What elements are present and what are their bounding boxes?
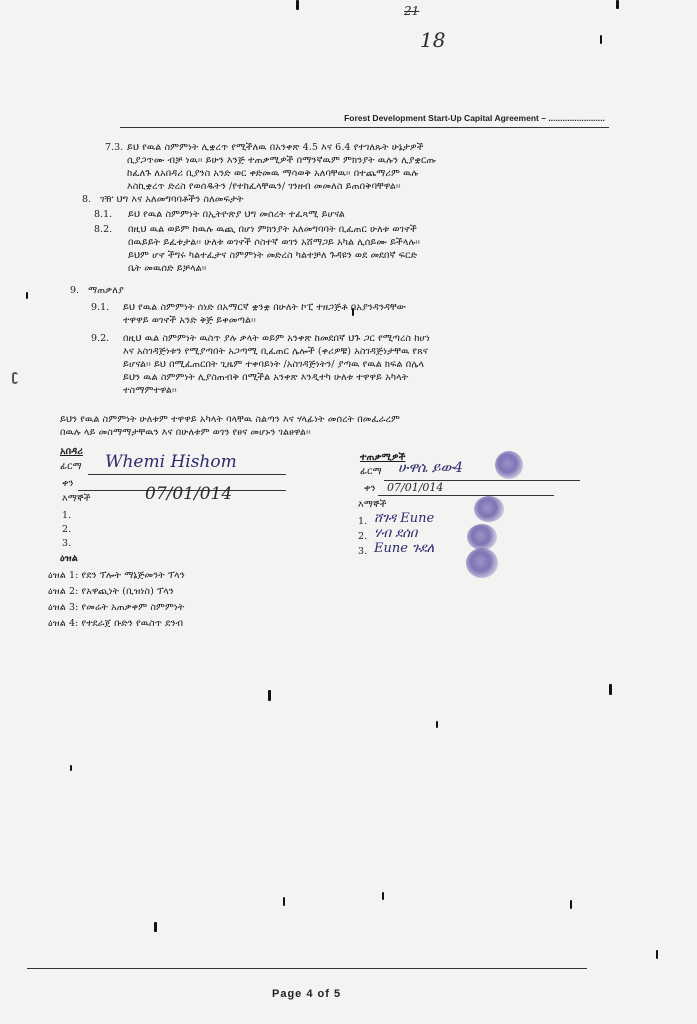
attachment-item: ዕዝል 3: የመሬት አጠቃቀም ስምምነት (48, 602, 185, 613)
beneficiary-witness-number: 1. (358, 516, 368, 527)
clause-line: ከፈለጉ ለአበዳሪ ቢያንስ አንድ ወር ቀድመዉ ማሳወቅ አለባቸዉ፡፡ በተጨማሪም ዉሉ (127, 168, 419, 179)
clause-line: ይህ የዉል ስምምነት በኢትዮጵያ ህግ መሰረት ተፈጻሚ ይሆናል (128, 209, 345, 220)
section-title: ገዥ ህግ እና አለመግባባቶችን ስለመፍታት (100, 194, 244, 205)
lender-title: አበዳሪ (60, 446, 83, 457)
clause-line: በዚህ ዉል ስምምነት ዉስጥ ያሉ ቃላት ወይም አንቀጽ ከመደበኛ ህጉ ጋር የሚጣረስ ከሆነ (123, 333, 431, 344)
clause-line: ሲያጋጥሙ ብቻ ነዉ፡፡ ይሁን እንጅ ተጠቃሚዎች በማንኛዉም ምክንያት ዉሉን ሊያቋርጡ (127, 155, 437, 166)
beneficiary-date: 07/01/014 (387, 481, 444, 494)
fingerprint-stamp (467, 524, 497, 550)
section-title: ማጠቃለያ (88, 285, 124, 296)
clause-line: በዉይይት ይፈቱታል፡፡ ሁለቱ ወገኖች ሶስተኛ ወገን አሸማጋይ አካል ሊሰይሙ ይችላሉ፡፡ (128, 237, 421, 248)
beneficiary-witness-number: 3. (358, 546, 368, 557)
header-title: Forest Development Start-Up Capital Agreement – (344, 113, 546, 123)
clause-line: እስኪቋረጥ ድረስ የወሰዱትን /የተከፈላቸዉን/ ገንዘብ መመለስ ይጠበቅባቸዋል፡፡ (127, 181, 401, 192)
attachment-item: ዕዝል 4: የተደራጀ ቡድን የዉስጥ ደንብ (48, 618, 184, 629)
lender-witnesses-label: እማኞች (62, 493, 91, 504)
clause-line: ይሆናል፡፡ ይህ በሚፈጠርበት ጊዜም ተቀባይነት /አስገዳጅነትን/ ያጣዉ የዉል ክፍል በሌላ (123, 359, 425, 370)
clause-line: ይህም ሆኖ ችግሩ ካልተፈታና ስምምነት መድረስ ካልተቻለ ጉዳዩን ወደ መደበኛ ፍርድ (128, 250, 418, 261)
lender-witness-number: 1. (62, 510, 72, 521)
beneficiary-date-line (378, 495, 554, 496)
scan-speck (570, 900, 572, 909)
lender-witness-number: 3. (62, 538, 72, 549)
section-number: 9. (70, 285, 80, 296)
scan-speck (436, 721, 438, 728)
clause-line: በዚህ ዉል ወይም ከዉሉ ዉጪ በሆነ ምክንያት አለመግባባት ቢፈጠር ሁለቱ ወገኖች (128, 224, 417, 235)
closing-line: በዉሉ ላይ መስማማታቸዉን እና በሁለቱም ወገን የፀና መሆኑን ገልፀዋል፡፡ (60, 427, 311, 438)
beneficiary-witness-signature: ሃብ ደሰበ (374, 526, 418, 541)
scan-speck (382, 892, 384, 900)
scan-speck (154, 922, 157, 932)
clause-line: ተዋዋይ ወገኖች አንድ ቅጅ ይቀመጣል፡፡ (123, 315, 256, 326)
footer-page-number: Page 4 of 5 (272, 988, 342, 1000)
footer-divider (27, 968, 587, 969)
clause-line: ቤት መዉሰድ ይቻላል፡፡ (128, 263, 207, 274)
scan-speck (616, 0, 619, 9)
clause-line: እና አስገዳጅነቱን የሚያጣበት አጋጣሚ ቢፈጠር ሌሎች (ቀሪዎቹ) አስገዳጅነታቸዉ የጸና (123, 346, 428, 357)
attachment-item: ዕዝል 2: የአዋጪነት (ቢዝነስ) ፕላን (48, 586, 174, 597)
clause-number: 8.1. (94, 209, 113, 220)
scan-speck (70, 765, 72, 771)
clause-line: ይህ የዉል ስምምነት ሊቋረጥ የሚችለዉ በአንቀጽ 4.5 እና 6.4 የተገለጹት ሁኔታዎች (127, 142, 424, 153)
scan-speck (609, 684, 612, 695)
header-divider (120, 127, 609, 128)
fingerprint-stamp (474, 496, 504, 522)
lender-date: 07/01/014 (145, 484, 233, 504)
struck-page-number: 21 (404, 4, 420, 18)
document-header (344, 113, 605, 123)
fingerprint-stamp (495, 451, 523, 479)
section-number: 8. (82, 194, 92, 205)
clause-number: 9.1. (91, 302, 110, 313)
lender-witness-number: 2. (62, 524, 72, 535)
scan-speck (26, 292, 28, 299)
clause-number: 9.2. (91, 333, 110, 344)
punch-hole-mark (12, 372, 18, 384)
beneficiary-signature-label: ፊርማ (360, 466, 382, 477)
clause-line: ተስማምተዋል፡፡ (123, 385, 177, 396)
clause-line: ይህ የዉል ስምምነት ሰነድ በአማርኛ ቋንቋ በሁለት ኮፒ ተዘጋጅቶ በአያንዳንዳቸው (123, 302, 406, 313)
beneficiary-date-label: ቀን (364, 483, 376, 494)
scan-speck (656, 950, 658, 959)
beneficiary-title: ተጠቃሚዎች (360, 452, 406, 463)
beneficiary-signature: ሁዋሴ ይው4 (398, 460, 463, 476)
header-blank: ........................ (548, 113, 605, 123)
lender-signature-label: ፊርማ (60, 461, 82, 472)
scan-speck (268, 690, 271, 701)
fingerprint-stamp (466, 548, 498, 578)
scan-speck (296, 0, 299, 10)
lender-date-label: ቀን (62, 478, 74, 489)
handwritten-page-number: 18 (420, 28, 446, 52)
beneficiary-witness-signature: Eune ጉደለ (374, 541, 435, 556)
beneficiary-witness-signature: ሸገዳ Eune (374, 511, 435, 526)
attachments-title: ዕዝል (60, 553, 78, 564)
scan-speck (600, 35, 602, 44)
beneficiary-witnesses-label: እማኞች (358, 499, 387, 510)
lender-signature: Whemi Hishom (105, 452, 237, 472)
lender-signature-line (88, 474, 286, 475)
attachment-item: ዕዝል 1: የደን ፕሎት ማኔጅመንት ፕላን (48, 570, 185, 581)
clause-number: 8.2. (94, 224, 113, 235)
closing-line: ይህን የዉል ስምምነት ሁለቱም ተዋዋይ አካላት ባላቸዉ ስልጣን እና ሃላፊነት መሰረት በመፈራረም (60, 414, 401, 425)
clause-line: ይህን ዉል ስምምነት ሊያስጠብቅ በሚችል አንቀጽ እንዲተካ ሁለቱ ተዋዋይ አካላት (123, 372, 409, 383)
clause-number: 7.3. (105, 142, 124, 153)
scan-speck (283, 897, 285, 906)
beneficiary-witness-number: 2. (358, 531, 368, 542)
